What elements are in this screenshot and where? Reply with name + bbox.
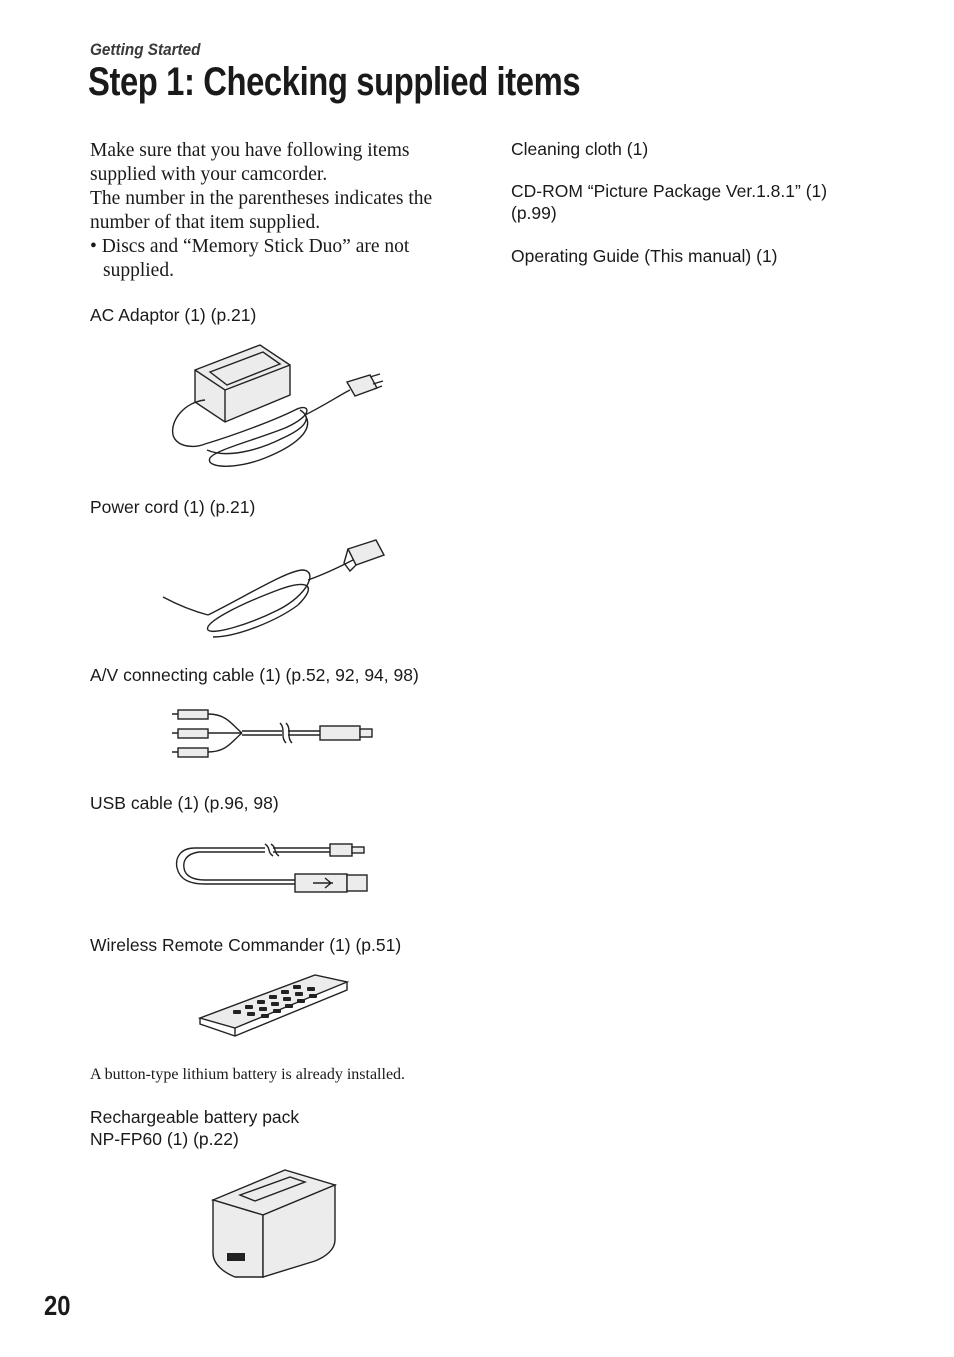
remote-commander-label: Wireless Remote Commander (1) (p.51) <box>90 935 402 955</box>
remote-commander-illustration <box>195 970 355 1040</box>
intro-text <box>90 139 480 283</box>
intro-bullet: • Discs and “Memory Stick Duo” are not supplied. <box>90 236 410 281</box>
intro-paragraph-2: The number in the parentheses indicates the number of that item supplied. <box>90 188 433 233</box>
cd-rom-label <box>511 180 827 224</box>
cd-rom-label-line-2: (p.99) <box>511 203 557 223</box>
battery-pack-illustration <box>205 1165 345 1285</box>
ac-adaptor-illustration <box>165 340 390 480</box>
ac-adaptor-label: AC Adaptor (1) (p.21) <box>90 305 257 325</box>
av-cable-illustration <box>172 705 382 765</box>
remote-battery-note: A button-type lithium battery is already installed. <box>90 1066 406 1083</box>
usb-cable-illustration <box>175 838 375 898</box>
battery-pack-label-line-1: Rechargeable battery pack <box>90 1107 300 1127</box>
section-heading: Getting Started <box>90 40 201 59</box>
battery-pack-label <box>90 1106 299 1150</box>
cleaning-cloth-label: Cleaning cloth (1) <box>511 139 649 159</box>
page-title: Step 1: Checking supplied items <box>88 60 581 104</box>
intro-paragraph-1: Make sure that you have following items supplied with your camcorder. <box>90 140 410 185</box>
av-cable-label: A/V connecting cable (1) (p.52, 92, 94, 98) <box>90 665 419 685</box>
usb-cable-label: USB cable (1) (p.96, 98) <box>90 793 279 813</box>
operating-guide-label: Operating Guide (This manual) (1) <box>511 246 778 266</box>
battery-pack-label-line-2: NP-FP60 (1) (p.22) <box>90 1129 239 1149</box>
power-cord-illustration <box>158 535 393 645</box>
power-cord-label: Power cord (1) (p.21) <box>90 497 256 517</box>
page-number: 20 <box>44 1290 71 1321</box>
cd-rom-label-line-1: CD-ROM “Picture Package Ver.1.8.1” (1) <box>511 181 828 201</box>
